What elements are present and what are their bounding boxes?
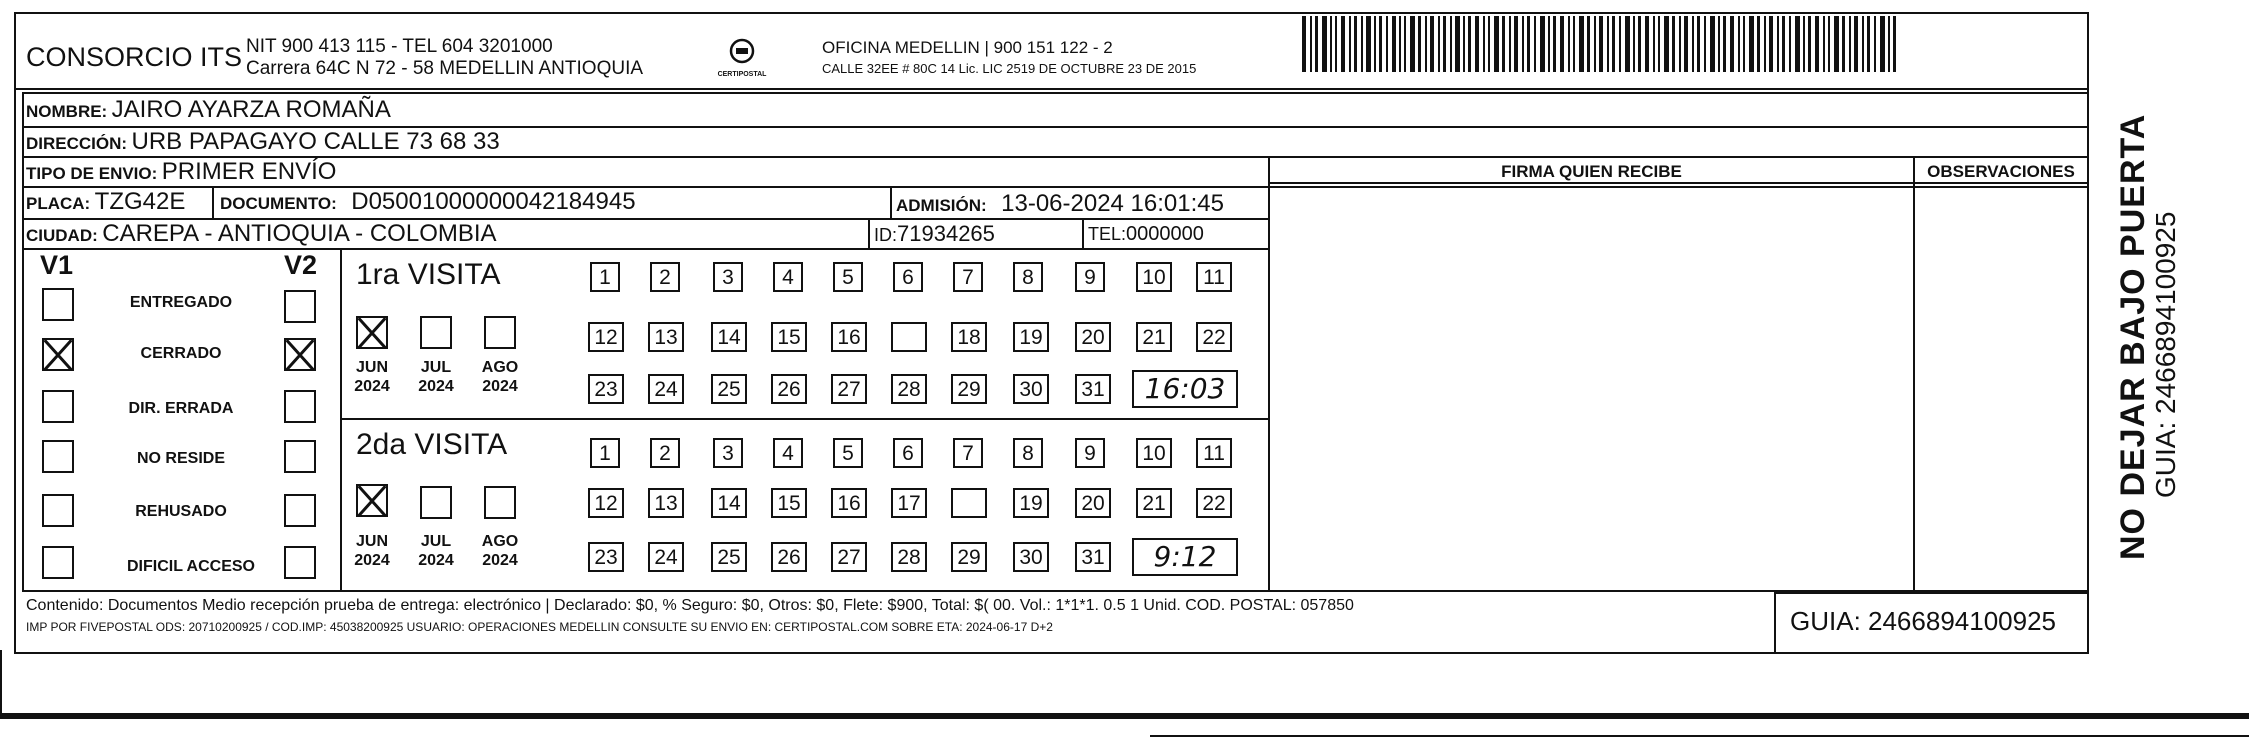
day-box[interactable]: 16 <box>831 488 867 518</box>
id-value: 71934265 <box>897 221 995 246</box>
visit-1-month-jun-checkbox[interactable] <box>356 316 388 349</box>
visit-2-month-jul: JUL 2024 <box>418 533 454 569</box>
reason-entregado: ENTREGADO <box>129 294 233 311</box>
day-box[interactable]: 5 <box>833 438 863 468</box>
day-box[interactable]: 26 <box>771 374 807 404</box>
nit-line: NIT 900 413 115 - TEL 604 3201000 <box>246 36 553 57</box>
day-box[interactable]: 6 <box>893 262 923 292</box>
day-box[interactable]: 15 <box>771 488 807 518</box>
name-value: JAIRO AYARZA ROMAÑA <box>111 96 391 123</box>
visit-1-month-ago: AGO 2024 <box>481 359 519 395</box>
rule-plate-split <box>212 186 214 218</box>
day-box[interactable]: 8 <box>1013 262 1043 292</box>
rule-status-right <box>340 248 342 592</box>
day-box[interactable]: 7 <box>953 438 983 468</box>
visit-1-handwritten-time: 16:03 <box>1132 370 1238 408</box>
v1-no-reside-checkbox[interactable] <box>42 440 74 473</box>
v1-entregado-checkbox[interactable] <box>42 288 74 321</box>
reason-no-reside: NO RESIDE <box>136 450 225 467</box>
side-warning: NO DEJAR BAJO PUERTA <box>2114 113 2152 560</box>
admission-label: ADMISIÓN: <box>896 196 987 215</box>
admission-row <box>896 190 1224 218</box>
visit-2-title: 2da VISITA <box>356 428 508 461</box>
reason-dificil-acceso: DIFICIL ACCESO <box>126 558 255 575</box>
reason-rehusado: REHUSADO <box>135 503 227 520</box>
day-box[interactable]: 3 <box>713 438 743 468</box>
v2-entregado-checkbox[interactable] <box>284 290 316 323</box>
id-row <box>874 221 995 247</box>
shiptype-label: TIPO DE ENVIO: <box>26 164 158 183</box>
day-box[interactable]: 19 <box>1013 488 1049 518</box>
day-box[interactable]: 2 <box>650 438 680 468</box>
reason-cerrado: CERRADO <box>140 345 222 362</box>
footer-content-line: Contenido: Documentos Medio recepción prueba de entrega: electrónico | Declarado: $0, % Seguro: $0, Otros: $0, Flete: $900, Total: $( 00. Vol.: 1*1*1. 0.5 1 Unid. COD. POSTAL: 057850 <box>26 597 1354 614</box>
day-box[interactable]: 27 <box>831 374 867 404</box>
v2-cerrado-checkbox[interactable] <box>284 338 316 371</box>
v1-dificil-acceso-checkbox[interactable] <box>42 546 74 579</box>
visit-2-month-jun: JUN 2024 <box>354 533 390 569</box>
day-box[interactable]: 6 <box>893 438 923 468</box>
day-box[interactable]: 20 <box>1075 322 1111 352</box>
name-label: NOMBRE: <box>26 102 108 121</box>
rule-admission-split <box>890 186 892 218</box>
day-box[interactable]: 14 <box>711 322 747 352</box>
plate-label: PLACA: <box>26 194 91 213</box>
barcode <box>1302 0 1902 80</box>
company-name: CONSORCIO ITS <box>26 42 243 72</box>
visit-2-handwritten-time: 9:12 <box>1132 538 1238 576</box>
address-label: DIRECCIÓN: <box>26 134 128 153</box>
tel-value: 0000000 <box>1126 223 1204 245</box>
shiptype-value: PRIMER ENVÍO <box>161 158 337 185</box>
v2-dificil-acceso-checkbox[interactable] <box>284 546 316 579</box>
day-box[interactable]: 28 <box>891 374 927 404</box>
observations-area[interactable] <box>1917 186 2087 590</box>
day-box[interactable]: 18 <box>951 322 987 352</box>
day-box[interactable]: 29 <box>951 542 987 572</box>
day-box[interactable]: 16 <box>831 322 867 352</box>
visit-2-month-ago-checkbox[interactable] <box>484 486 516 519</box>
day-box[interactable]: 3 <box>713 262 743 292</box>
day-box[interactable]: 10 <box>1136 438 1172 468</box>
day-box[interactable]: 13 <box>648 488 684 518</box>
city-row <box>26 220 497 248</box>
address-row <box>26 128 500 156</box>
logo-icon <box>727 36 757 66</box>
day-box[interactable]: 11 <box>1196 438 1232 468</box>
visit-2-month-jun-checkbox[interactable] <box>356 484 388 517</box>
day-box[interactable]: 21 <box>1136 322 1172 352</box>
day-box[interactable]: 23 <box>588 374 624 404</box>
v1-rehusado-checkbox[interactable] <box>42 494 74 527</box>
day-box[interactable]: 22 <box>1196 488 1232 518</box>
day-box[interactable]: 30 <box>1013 374 1049 404</box>
signature-area[interactable] <box>1272 186 1912 590</box>
visit-1-month-jun: JUN 2024 <box>354 359 390 395</box>
day-box[interactable]: 1 <box>590 438 620 468</box>
day-box[interactable]: 25 <box>711 542 747 572</box>
footer-guia: GUIA: 2466894100925 <box>1790 606 2056 636</box>
tel-row <box>1088 223 1204 246</box>
day-box[interactable]: 23 <box>588 542 624 572</box>
reason-dir-errada: DIR. ERRADA <box>128 400 234 417</box>
city-value: CAREPA - ANTIOQUIA - COLOMBIA <box>102 220 497 247</box>
day-box[interactable]: 24 <box>648 374 684 404</box>
plate-row <box>26 188 185 216</box>
day-box[interactable]: 29 <box>951 374 987 404</box>
v2-header: V2 <box>284 250 318 280</box>
v2-rehusado-checkbox[interactable] <box>284 494 316 527</box>
visit-2-month-ago: AGO 2024 <box>481 533 519 569</box>
day-box[interactable]: 20 <box>1075 488 1111 518</box>
day-box[interactable]: 4 <box>773 438 803 468</box>
v1-cerrado-checkbox[interactable] <box>42 338 74 371</box>
page-bottom-rule <box>0 713 2249 719</box>
day-box[interactable]: 22 <box>1196 322 1232 352</box>
day-box-marked[interactable] <box>951 488 987 518</box>
v2-no-reside-checkbox[interactable] <box>284 440 316 473</box>
visit-1-month-ago-checkbox[interactable] <box>484 316 516 349</box>
page-left-rule <box>0 650 2 716</box>
signature-header: FIRMA QUIEN RECIBE <box>1501 162 1682 181</box>
day-box[interactable]: 31 <box>1075 542 1111 572</box>
logo-caption: CERTIPOSTAL <box>717 71 767 78</box>
address-value: URB PAPAGAYO CALLE 73 68 33 <box>131 128 500 155</box>
rule-obs-left <box>1913 156 1915 592</box>
visit-1-month-jul-checkbox[interactable] <box>420 316 452 349</box>
rule-obs-header <box>1270 182 2089 184</box>
day-box[interactable]: 4 <box>773 262 803 292</box>
rule-grid-top <box>22 248 1270 250</box>
tel-label: TEL: <box>1088 224 1127 244</box>
document-label: DOCUMENTO: <box>220 194 337 213</box>
city-label: CIUDAD: <box>26 226 98 245</box>
id-label: ID: <box>874 225 898 245</box>
side-guia: GUIA: 2466894100925 <box>2150 211 2181 498</box>
day-box-marked[interactable] <box>891 322 927 352</box>
day-box[interactable]: 1 <box>590 262 620 292</box>
day-box[interactable]: 15 <box>771 322 807 352</box>
day-box[interactable]: 26 <box>771 542 807 572</box>
rule-id-split <box>868 218 870 248</box>
day-box[interactable]: 21 <box>1136 488 1172 518</box>
footer-imp-line: IMP POR FIVEPOSTAL ODS: 20710200925 / COD.IMP: 45038200925 USUARIO: OPERACIONES MEDELLIN CONSULTE SU ENVIO EN: CERTIPOSTAL.COM SOBRE ETA: 2024-06-17 D+2 <box>26 620 1053 634</box>
visit-1-month-jul: JUL 2024 <box>418 359 454 395</box>
day-box[interactable]: 28 <box>891 542 927 572</box>
v2-dir-errada-checkbox[interactable] <box>284 390 316 423</box>
day-box[interactable]: 9 <box>1075 438 1105 468</box>
day-box[interactable]: 12 <box>588 322 624 352</box>
observations-header: OBSERVACIONES <box>1927 162 2075 181</box>
day-box[interactable]: 25 <box>711 374 747 404</box>
day-box[interactable]: 27 <box>831 542 867 572</box>
day-box[interactable]: 7 <box>953 262 983 292</box>
day-box[interactable]: 13 <box>648 322 684 352</box>
day-box[interactable]: 2 <box>650 262 680 292</box>
office-line: OFICINA MEDELLIN | 900 151 122 - 2 <box>822 38 1113 57</box>
address-line: Carrera 64C N 72 - 58 MEDELLIN ANTIOQUIA <box>246 58 644 79</box>
day-box[interactable]: 5 <box>833 262 863 292</box>
rule-signature-left <box>1268 156 1270 592</box>
day-box[interactable]: 8 <box>1013 438 1043 468</box>
certipostal-logo <box>712 36 772 86</box>
day-box[interactable]: 9 <box>1075 262 1105 292</box>
day-box[interactable]: 17 <box>891 488 927 518</box>
header-bottom-rule <box>14 88 2089 90</box>
day-box[interactable]: 11 <box>1196 262 1232 292</box>
plate-value: TZG42E <box>94 188 186 215</box>
v1-header: V1 <box>40 250 74 280</box>
day-box[interactable]: 31 <box>1075 374 1111 404</box>
day-box[interactable]: 12 <box>588 488 624 518</box>
day-box[interactable]: 10 <box>1136 262 1172 292</box>
lower-right-box <box>1150 735 2249 737</box>
document-row <box>220 188 636 216</box>
admission-value: 13-06-2024 16:01:45 <box>1001 190 1224 217</box>
visit-1-title: 1ra VISITA <box>356 258 501 291</box>
visit-2-month-jul-checkbox[interactable] <box>420 486 452 519</box>
day-box[interactable]: 19 <box>1013 322 1049 352</box>
day-box[interactable]: 14 <box>711 488 747 518</box>
license-line: CALLE 32EE # 80C 14 Lic. LIC 2519 DE OCTUBRE 23 DE 2015 <box>822 61 1197 76</box>
rule-tel-split <box>1082 218 1084 248</box>
name-row <box>26 96 391 124</box>
shiptype-row <box>26 158 336 186</box>
document-value: D05001000000042184945 <box>351 188 636 215</box>
day-box[interactable]: 30 <box>1013 542 1049 572</box>
day-box[interactable]: 24 <box>648 542 684 572</box>
v1-dir-errada-checkbox[interactable] <box>42 390 74 423</box>
rule-visit-split <box>340 418 1270 420</box>
